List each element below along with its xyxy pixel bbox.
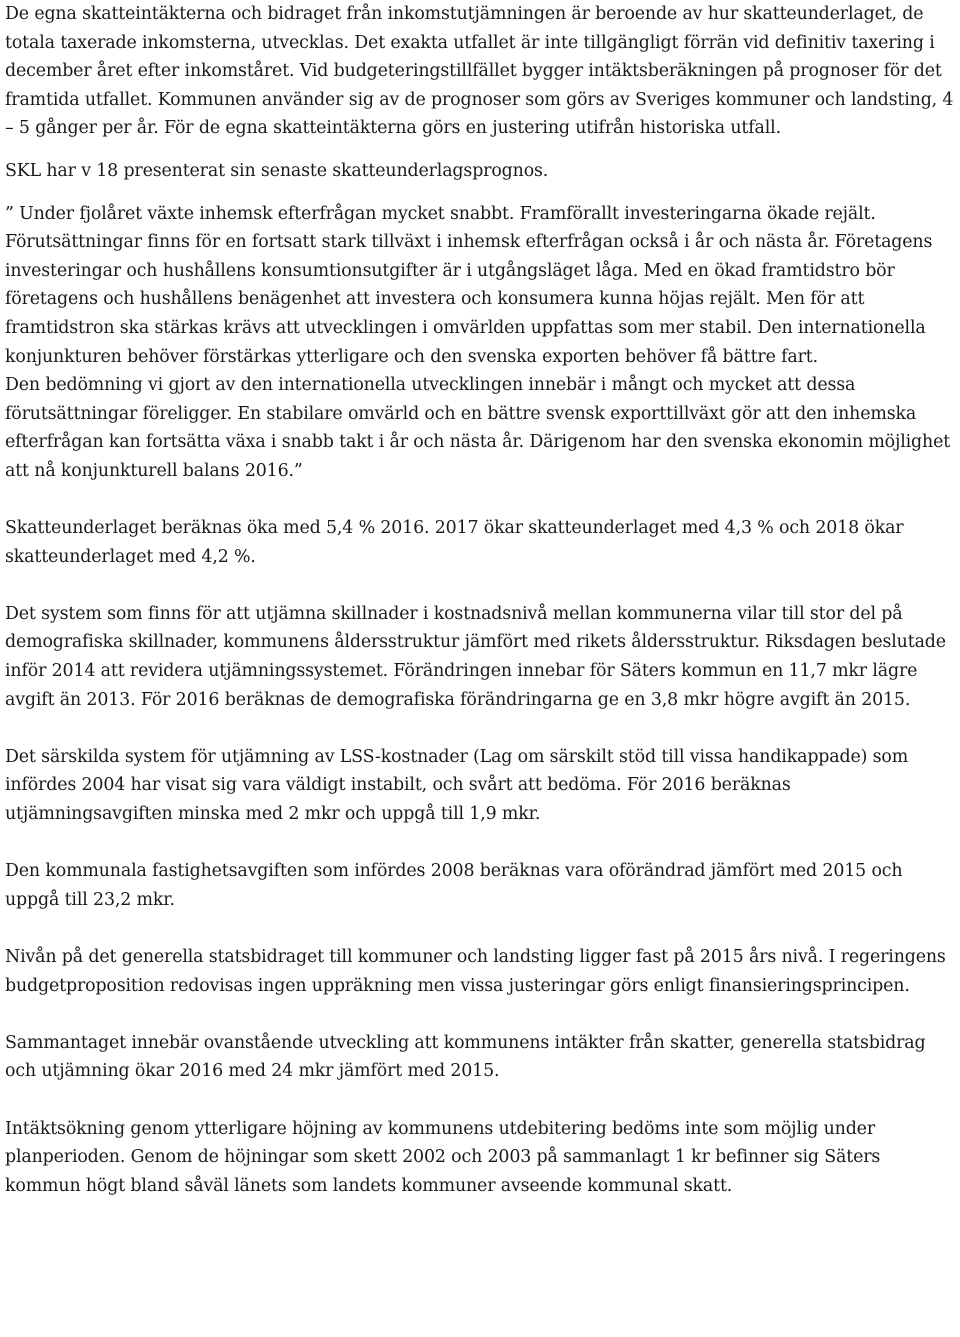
paragraph-gap <box>5 914 954 943</box>
paragraph-state-grant: Nivån på det generella statsbidraget till kommuner och landsting ligger fast på 2015 års nivå. I regeringens budgetproposition redovisas ingen uppräkning men vissa justeringar görs enligt finansieringsprincipen. <box>5 947 946 996</box>
paragraph-summary: Sammantaget innebär ovanstående utveckling att kommunens intäkter från skatter, generella statsbidrag och utjämning ökar 2016 med 24 mkr jämfört med 2015. <box>5 1032 926 1082</box>
paragraph-cost-equalization: Det system som finns för att utjämna skillnader i kostnadsnivå mellan kommunerna vilar till stor del på demografiska skillnader, kommunens åldersstruktur jämfört med rikets åldersstruktur. Riksdagen beslutade inför 2014 att revidera utjämningssystemet. Förändringen innebar för Säters kommun en 11,7 mkr lägre avgift än 2013. För 2016 beräknas de demografiska förändringarna ge en 3,8 mkr högre avgift än 2015. <box>5 603 946 710</box>
paragraph-gap <box>5 143 954 157</box>
paragraph-tax-rate: Intäktsökning genom ytterligare höjning av kommunens utdebitering bedöms inte som möjlig under planperioden. Genom de höjningar som skett 2002 och 2003 på sammanlagt 1 kr befinner sig Säters kommun högt bland såväl länets som landets kommuner avseende kommunal skatt. <box>5 1118 881 1196</box>
paragraph-quote-part-2: Den bedömning vi gjort av den internationella utvecklingen innebär i mångt och mycket att dessa förutsättningar föreligger. En stabilare omvärld och en bättre svensk exporttillväxt gör att den inhemska efterfrågan kan fortsätta växa i snabb takt i år och nästa år. Därigenom har den svenska ekonomin möjlighet att nå konjunkturell balans 2016.” <box>5 375 951 481</box>
paragraph-property-fee: Den kommunala fastighetsavgiften som infördes 2008 beräknas vara oförändrad jämfört med 2015 och uppgå till 23,2 mkr. <box>5 861 903 910</box>
paragraph-tax-base-growth: Skatteunderlaget beräknas öka med 5,4 % 2016. 2017 ökar skatteunderlaget med 4,3 % och 2018 ökar skatteunderlaget med 4,2 %. <box>5 518 904 567</box>
paragraph-quote-part-1: ” Under fjolåret växte inhemsk efterfrågan mycket snabbt. Framförallt investeringarna ökade rejält. Förutsättningar finns för en fortsatt stark tillväxt i inhemsk efterfrågan också i år och nästa år. Företagens investeringar och hushållens konsumtionsutgifter är i utgångsläget låga. Med en ökad framtidstro bör företagens och hushållens benägenhet att investera och konsumera kunna höjas rejält. Men för att framtidstron ska stärkas krävs att utvecklingen i omvärlden uppfattas som mer stabil. Den internationella konjunkturen behöver förstärkas ytterligare och den svenska exporten behöver få bättre fart. <box>5 203 933 367</box>
paragraph-gap <box>5 1086 954 1115</box>
paragraph-lss-equalization: Det särskilda system för utjämning av LSS-kostnader (Lag om särskilt stöd till vissa handikappade) som infördes 2004 har visat sig vara väldigt instabilt, och svårt att bedöma. För 2016 beräknas utjämningsavgiften minska med 2 mkr och uppgå till 1,9 mkr. <box>5 746 909 825</box>
paragraph-gap <box>5 829 954 858</box>
paragraph-gap <box>5 571 954 600</box>
paragraph-gap <box>5 714 954 743</box>
paragraph-skl-forecast: SKL har v 18 presenterat sin senaste skatteunderlagsprognos. <box>5 160 549 181</box>
paragraph-gap <box>5 486 954 515</box>
paragraph-gap <box>5 1000 954 1029</box>
paragraph-gap <box>5 186 954 200</box>
paragraph-tax-revenue: De egna skatteintäkterna och bidraget från inkomstutjämningen är beroende av hur skatteunderlaget, de totala taxerade inkomsterna, utvecklas. Det exakta utfallet är inte tillgängligt förrän vid definitiv taxering i december året efter inkomståret. Vid budgeteringstillfället bygger intäktsberäkningen på prognoser för det framtida utfallet. Kommunen använder sig av de prognoser som görs av Sveriges kommuner och landsting, 4 – 5 gånger per år. För de egna skatteintäkterna görs en justering utifrån historiska utfall. <box>5 4 954 139</box>
